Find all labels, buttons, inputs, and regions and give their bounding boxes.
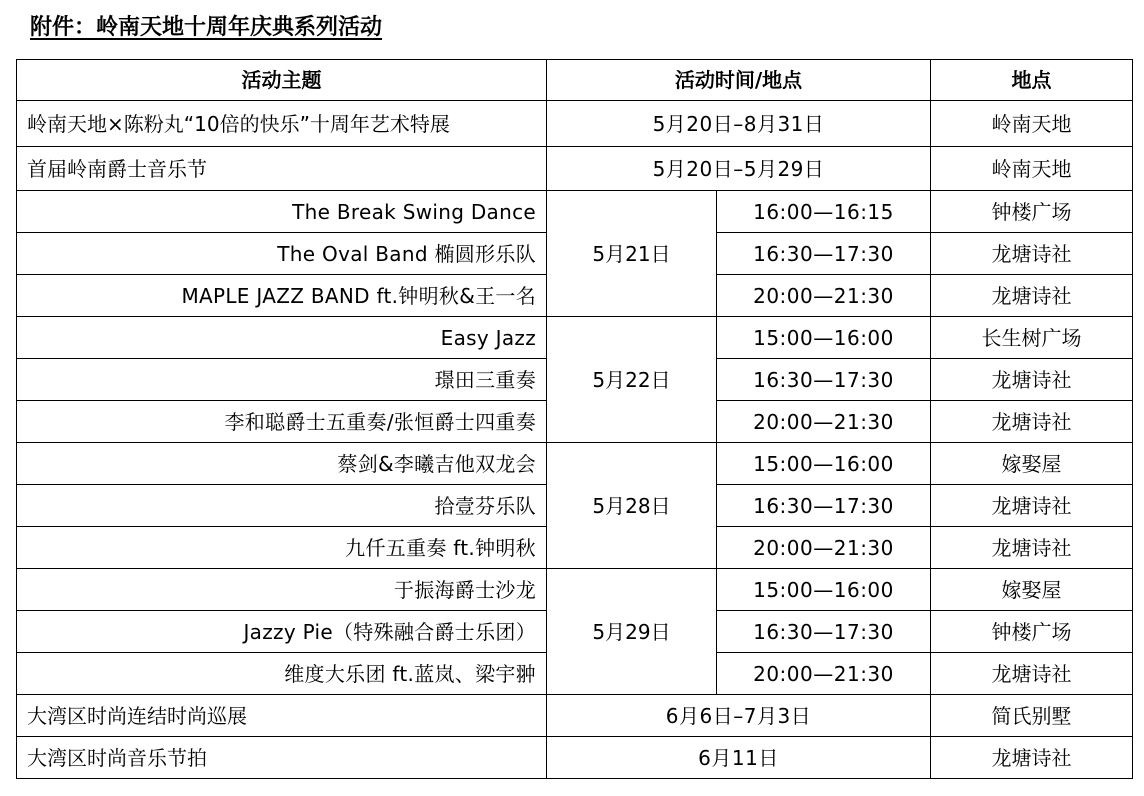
show-place: 钟楼广场 [931, 191, 1133, 233]
show-performer: MAPLE JAZZ BAND ft.钟明秋&王一名 [17, 275, 547, 317]
show-performer: 蔡剑&李曦吉他双龙会 [17, 443, 547, 485]
event-time: 5月20日–8月31日 [547, 101, 931, 147]
show-time: 20:00—21:30 [717, 527, 931, 569]
event-time: 5月20日–5月29日 [547, 147, 931, 191]
show-performer: 璟田三重奏 [17, 359, 547, 401]
show-time: 16:30—17:30 [717, 485, 931, 527]
event-place: 岭南天地 [931, 147, 1133, 191]
event-row [17, 101, 1133, 147]
header-place: 地点 [931, 60, 1133, 101]
event-theme: 大湾区时尚连结时尚巡展 [17, 695, 547, 737]
show-row [17, 317, 1133, 359]
show-row [17, 443, 1133, 485]
event-row [17, 737, 1133, 779]
show-place: 龙塘诗社 [931, 485, 1133, 527]
show-performer: 李和聪爵士五重奏/张恒爵士四重奏 [17, 401, 547, 443]
show-performer: 九仟五重奏 ft.钟明秋 [17, 527, 547, 569]
show-place: 龙塘诗社 [931, 653, 1133, 695]
show-place: 嫁娶屋 [931, 569, 1133, 611]
show-place: 龙塘诗社 [931, 527, 1133, 569]
show-date: 5月21日 [547, 191, 717, 317]
show-row [17, 569, 1133, 611]
show-place: 长生树广场 [931, 317, 1133, 359]
event-theme: 首届岭南爵士音乐节 [17, 147, 547, 191]
event-row [17, 147, 1133, 191]
show-performer: Easy Jazz [17, 317, 547, 359]
show-place: 龙塘诗社 [931, 359, 1133, 401]
show-performer: Jazzy Pie（特殊融合爵士乐团） [17, 611, 547, 653]
event-row [17, 695, 1133, 737]
show-time: 15:00—16:00 [717, 317, 931, 359]
show-place: 龙塘诗社 [931, 275, 1133, 317]
show-row [17, 191, 1133, 233]
show-performer: 拾壹芬乐队 [17, 485, 547, 527]
show-time: 15:00—16:00 [717, 443, 931, 485]
show-date: 5月29日 [547, 569, 717, 695]
show-performer: 维度大乐团 ft.蓝岚、梁宇翀 [17, 653, 547, 695]
show-time: 20:00—21:30 [717, 401, 931, 443]
show-performer: 于振海爵士沙龙 [17, 569, 547, 611]
show-time: 16:30—17:30 [717, 233, 931, 275]
show-date: 5月22日 [547, 317, 717, 443]
show-time: 15:00—16:00 [717, 569, 931, 611]
document-title: 附件：岭南天地十周年庆典系列活动 [30, 15, 383, 40]
show-performer: The Break Swing Dance [17, 191, 547, 233]
show-place: 龙塘诗社 [931, 401, 1133, 443]
show-time: 20:00—21:30 [717, 275, 931, 317]
event-place: 岭南天地 [931, 101, 1133, 147]
show-time: 16:00—16:15 [717, 191, 931, 233]
show-time: 20:00—21:30 [717, 653, 931, 695]
show-place: 龙塘诗社 [931, 233, 1133, 275]
show-place: 嫁娶屋 [931, 443, 1133, 485]
event-theme: 大湾区时尚音乐节拍 [17, 737, 547, 779]
show-date: 5月28日 [547, 443, 717, 569]
show-time: 16:30—17:30 [717, 359, 931, 401]
event-time: 6月11日 [547, 737, 931, 779]
show-performer: The Oval Band 椭圆形乐队 [17, 233, 547, 275]
header-time: 活动时间/地点 [547, 60, 931, 101]
event-time: 6月6日–7月3日 [547, 695, 931, 737]
event-place: 简氏别墅 [931, 695, 1133, 737]
event-theme: 岭南天地×陈粉丸“10倍的快乐”十周年艺术特展 [17, 101, 547, 147]
show-time: 16:30—17:30 [717, 611, 931, 653]
event-place: 龙塘诗社 [931, 737, 1133, 779]
table-header-row [17, 60, 1133, 101]
header-theme: 活动主题 [17, 60, 547, 101]
event-schedule-table [16, 59, 1133, 779]
show-place: 钟楼广场 [931, 611, 1133, 653]
